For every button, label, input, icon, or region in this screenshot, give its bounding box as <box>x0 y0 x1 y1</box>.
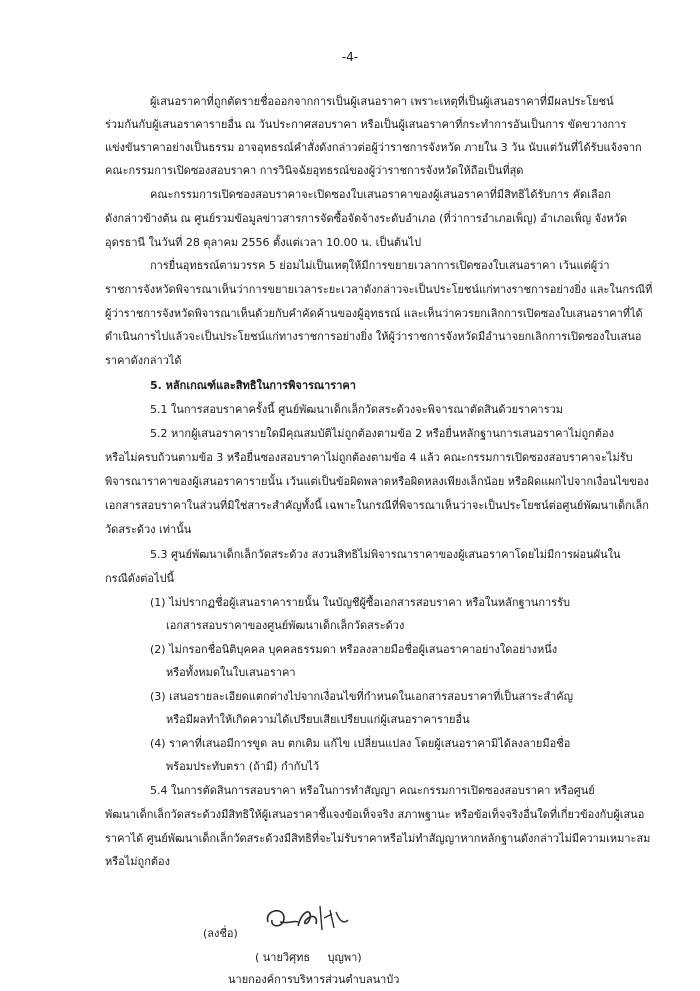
p2-line-1: คณะกรรมการเปิดซองสอบราคาจะเปิดซองใบเสนอราคาของผู้เสนอราคาที่มีสิทธิได้รับการ คัดเลือก <box>150 188 611 201</box>
signer-title: นายกองค์การบริหารส่วนตำบลนาบัว <box>228 973 400 986</box>
p3-line-1: การยื่นอุทธรณ์ตามวรรค 5 ย่อมไม่เป็นเหตุให้มีการขยายเวลาการเปิดซองใบเสนอราคา เว้นแต่ผู้ว่า <box>150 259 610 272</box>
p3-line-3: ผู้ว่าราชการจังหวัดพิจารณาเห็นด้วยกับคำคัดค้านของผู้อุทธรณ์ และเห็นว่าควรยกเลิกการเปิดซองใบเสนอราคาที่ได้ <box>105 307 643 320</box>
signer-name: ( นายวิศุทธ บุญพา) <box>255 951 362 964</box>
p3-line-5: ราคาดังกล่าวได้ <box>105 354 182 367</box>
clause-5-4-line-4: หรือไม่ถูกต้อง <box>105 855 170 868</box>
clause-5-2-line-4: เอกสารสอบราคาในส่วนที่มิใช่สาระสำคัญทั้งนี้ เฉพาะในกรณีที่พิจารณาเห็นว่าจะเป็นประโยชน์ต่อศูนย์พัฒนาเด็กเล็ก <box>105 499 649 512</box>
item-4-line-1: (4) ราคาที่เสนอมีการขูด ลบ ตกเติม แก้ไข เปลี่ยนแปลง โดยผู้เสนอราคามิได้ลงลายมือชื่อ <box>150 737 571 750</box>
p1-line-1: ผู้เสนอราคาที่ถูกตัดรายชื่อออกจากการเป็นผู้เสนอราคา เพราะเหตุที่เป็นผู้เสนอราคาที่มีผลประโยชน์ <box>150 95 614 108</box>
item-3-line-1: (3) เสนอรายละเอียดแตกต่างไปจากเงื่อนไขที่กำหนดในเอกสารสอบราคาที่เป็นสาระสำคัญ <box>150 690 573 703</box>
p1-line-4: คณะกรรมการเปิดซองสอบราคา การวินิจฉัยอุทธรณ์ของผู้ว่าราชการจังหวัดให้ถือเป็นที่สุด <box>105 164 524 177</box>
p2-line-3: อุดรธานี ในวันที่ 28 ตุลาคม 2556 ตั้งแต่เวลา 10.00 น. เป็นต้นไป <box>105 236 422 249</box>
item-2-line-1: (2) ไม่กรอกชื่อนิติบุคคล บุคคลธรรมดา หรือลงลายมือชื่อผู้เสนอราคาอย่างใดอย่างหนึ่ง <box>150 643 558 656</box>
clause-5-4-line-2: พัฒนาเด็กเล็กวัดสระด้วงมีสิทธิให้ผู้เสนอราคาชี้แจงข้อเท็จจริง สภาพฐานะ หรือข้อเท็จจริงอื่นใดที่เกี่ยวข้องกับผู้เสนอ <box>105 808 645 821</box>
item-2-line-2: หรือทั้งหมดในใบเสนอราคา <box>166 666 296 679</box>
page-number: -4- <box>341 50 359 64</box>
clause-5-2-line-3: พิจารณาราคาของผู้เสนอราคารายนั้น เว้นแต่เป็นข้อผิดพลาดหรือผิดหลงเพียงเล็กน้อย หรือผิดแผกไปจากเงื่อนไขของ <box>105 475 649 488</box>
clause-5-4-line-1: 5.4 ในการตัดสินการสอบราคา หรือในการทำสัญญา คณะกรรมการเปิดซองสอบราคา หรือศูนย์ <box>150 784 595 797</box>
clause-5-4-line-3: ราคาได้ ศูนย์พัฒนาเด็กเล็กวัดสระด้วงมีสิทธิที่จะไม่รับราคาหรือไม่ทำสัญญาหากหลักฐานดังกล่าวไม่มีความเหมาะสม <box>105 832 651 845</box>
item-1-line-2: เอกสารสอบราคาของศูนย์พัฒนาเด็กเล็กวัดสระด้วง <box>166 619 405 632</box>
clause-5-3-line-1: 5.3 ศูนย์พัฒนาเด็กเล็กวัดสระด้วง สงวนสิทธิไม่พิจารณาราคาของผู้เสนอราคาโดยไม่มีการผ่อนผันใน <box>150 548 621 561</box>
p3-line-2: ราชการจังหวัดพิจารณาเห็นว่าการขยายเวลาระยะเวลาดังกล่าวจะเป็นประโยชน์แก่ทางราชการอย่างยิ่ง และในกรณีที่ <box>105 283 653 296</box>
item-4-line-2: พร้อมประทับตรา (ถ้ามี) กำกับไว้ <box>166 760 320 773</box>
handwritten-signature <box>262 900 352 938</box>
item-3-line-2: หรือมีผลทำให้เกิดความได้เปรียบเสียเปรียบแก่ผู้เสนอราคารายอื่น <box>166 713 470 726</box>
clause-5-2-line-1: 5.2 หากผู้เสนอราคารายใดมีคุณสมบัติไม่ถูกต้องตามข้อ 2 หรือยื่นหลักฐานการเสนอราคาไม่ถูกต้อง <box>150 427 614 440</box>
item-1-line-1: (1) ไม่ปรากฏชื่อผู้เสนอราคารายนั้น ในบัญชีผู้ซื้อเอกสารสอบราคา หรือในหลักฐานการรับ <box>150 596 570 609</box>
sign-label: (ลงชื่อ) <box>203 927 238 940</box>
clause-5-2-line-2: หรือไม่ครบถ้วนตามข้อ 3 หรือยื่นซองสอบราคาไม่ถูกต้องตามข้อ 4 แล้ว คณะกรรมการเปิดซองสอบราคาจะไม่รับ <box>105 451 633 464</box>
section-5-heading: 5. หลักเกณฑ์และสิทธิในการพิจารณาราคา <box>150 379 356 392</box>
p3-line-4: ดำเนินการไปแล้วจะเป็นประโยชน์แก่ทางราชการอย่างยิ่ง ให้ผู้ว่าราชการจังหวัดมีอำนาจยกเลิกการเปิดซองใบเสนอ <box>105 330 642 343</box>
clause-5-1: 5.1 ในการสอบราคาครั้งนี้ ศูนย์พัฒนาเด็กเล็กวัดสระด้วงจะพิจารณาตัดสินด้วยราคารวม <box>150 403 564 416</box>
p2-line-2: ดังกล่าวข้างต้น ณ ศูนย์รวมข้อมูลข่าวสารการจัดซื้อจัดจ้างระดับอำเภอ (ที่ว่าการอำเภอเพ็ญ) อำเภอเพ็ญ จังหวัด <box>105 212 627 225</box>
clause-5-2-line-5: วัดสระด้วง เท่านั้น <box>105 523 192 536</box>
p1-line-2: ร่วมกันกับผู้เสนอราคารายอื่น ณ วันประกาศสอบราคา หรือเป็นผู้เสนอราคาที่กระทำการอันเป็นการ ขัดขวางการ <box>105 118 627 131</box>
p1-line-3: แข่งขันราคาอย่างเป็นธรรม อาจอุทธรณ์คำสั่งดังกล่าวต่อผู้ว่าราชการจังหวัด ภายใน 3 วัน นับแต่วันที่ได้รับแจ้งจาก <box>105 141 642 154</box>
clause-5-3-line-2: กรณีดังต่อไปนี้ <box>105 572 175 585</box>
